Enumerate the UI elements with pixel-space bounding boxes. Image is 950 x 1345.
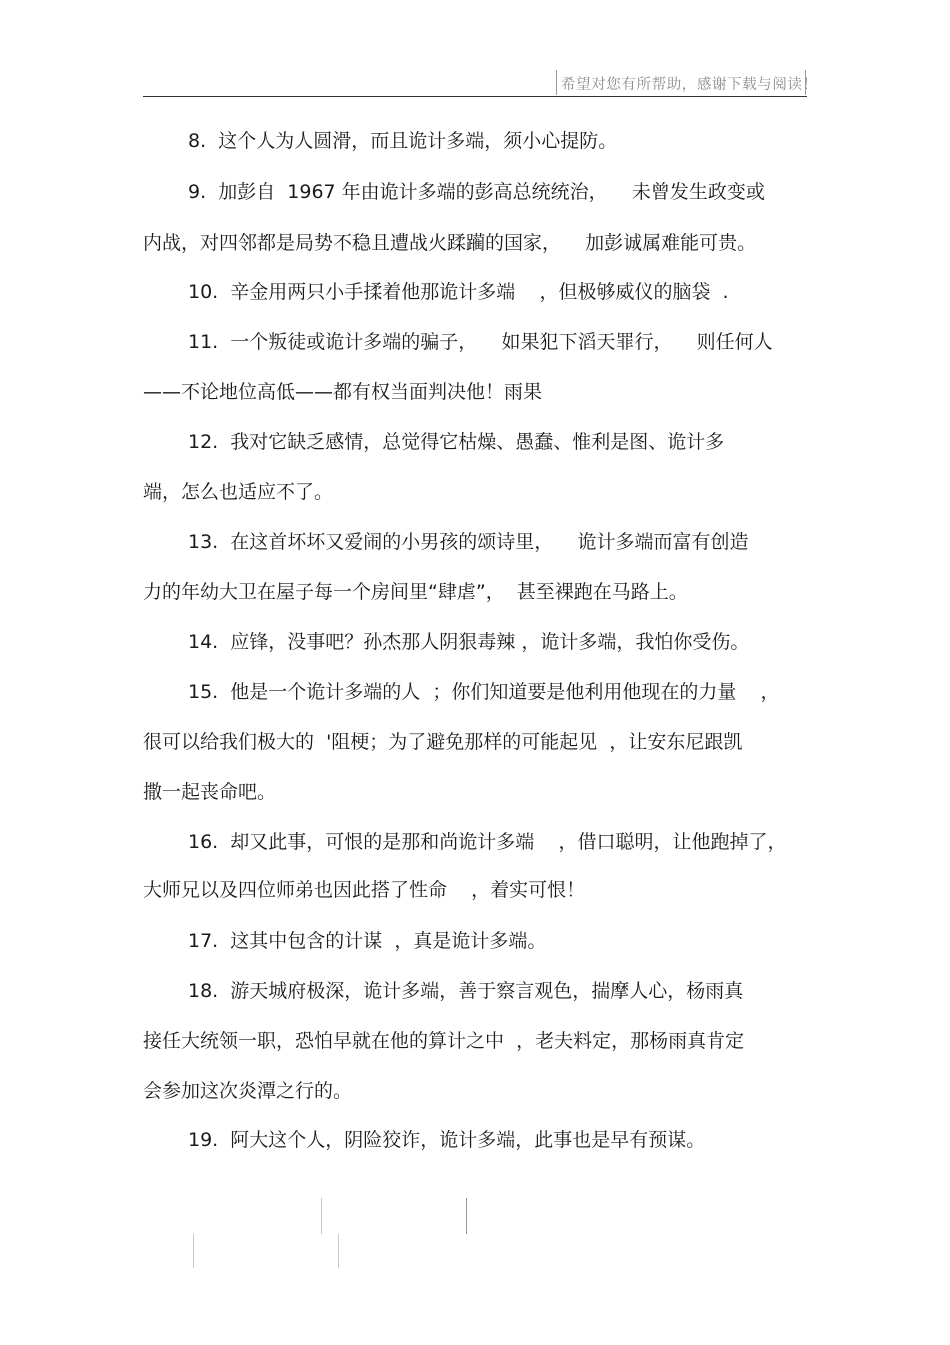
header-rule	[143, 96, 807, 97]
sentence-15-line-1: 15. 他是一个诡计多端的人 ；你们知道要是他利用他现在的力量 ，	[188, 681, 780, 703]
sentence-15-line-2: 很可以给我们极大的 '阻梗；为了避免那样的可能起见 ，让安东尼跟凯	[143, 731, 743, 753]
sentence-16-line-2: 大师兄以及四位师弟也因此搭了性命 ，着实可恨！	[143, 879, 586, 901]
sentence-18-line-3: 会参加这次炎潭之行的。	[143, 1080, 353, 1102]
sentence-11-line-2: ——不论地位高低——都有权当面判决他！雨果	[143, 381, 543, 403]
sentence-16-line-1: 16. 却又此事，可恨的是那和尚诡计多端 ，借口聪明，让他跑掉了，	[188, 831, 787, 853]
sentence-13-line-1: 13. 在这首坏坏又爱闹的小男孩的颂诗里， 诡计多端而富有创造	[188, 531, 749, 553]
scan-mark	[338, 1234, 339, 1268]
sentence-12-line-2: 端，怎么也适应不了。	[143, 481, 334, 503]
scan-mark	[193, 1234, 194, 1268]
sentence-17-line-1: 17. 这其中包含的计谋 ，真是诡计多端。	[188, 930, 547, 952]
scan-mark	[321, 1198, 322, 1234]
sentence-9-line-2: 内战，对四邻都是局势不稳且遭战火蹂躏的国家， 加彭诚属难能可贵。	[143, 232, 757, 254]
sentence-18-line-2: 接任大统领一职，恐怕早就在他的算计之中 ，老夫料定，那杨雨真肯定	[143, 1030, 745, 1052]
header-note: 希望对您有所帮助，感谢下载与阅读！	[561, 77, 818, 93]
sentence-11-line-1: 11. 一个叛徒或诡计多端的骗子， 如果犯下滔天罪行， 则任何人	[188, 331, 773, 353]
sentence-9-line-1: 9. 加彭自 1967 年由诡计多端的彭高总统统治， 未曾发生政变或	[188, 181, 765, 203]
sentence-14-line-1: 14. 应锋，没事吧？孙杰那人阴狠毒辣 ，诡计多端，我怕你受伤。	[188, 631, 750, 653]
sentence-8-line-1: 8. 这个人为人圆滑，而且诡计多端，须小心提防。	[188, 130, 618, 152]
sentence-19-line-1: 19. 阿大这个人，阴险狡诈，诡计多端，此事也是早有预谋。	[188, 1129, 706, 1151]
scan-mark	[466, 1198, 467, 1234]
sentence-10-line-1: 10. 辛金用两只小手揉着他那诡计多端 ，但极够威仪的脑袋 .	[188, 281, 729, 303]
sentence-15-line-3: 撒一起丧命吧。	[143, 781, 277, 803]
sentence-18-line-1: 18. 游天城府极深，诡计多端，善于察言观色，揣摩人心，杨雨真	[188, 980, 744, 1002]
sentence-12-line-1: 12. 我对它缺乏感情，总觉得它枯燥、愚蠢、惟利是图、诡计多	[188, 431, 725, 453]
sentence-13-line-2: 力的年幼大卫在屋子每一个房间里“肆虐”， 甚至裸跑在马路上。	[143, 581, 688, 603]
